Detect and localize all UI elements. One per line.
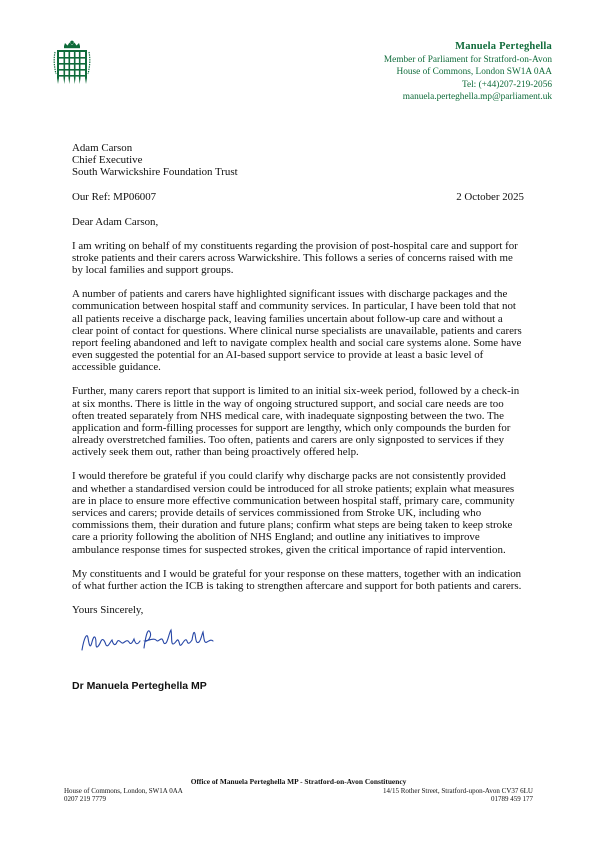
paragraph-intro: I am writing on behalf of my constituents regarding the provision of post-hospital care and support for stroke patients and their carers across Warwickshire. This follows a series of concerns raised with me by local families and support groups. bbox=[72, 239, 518, 277]
handwritten-signature bbox=[72, 616, 524, 676]
letterhead-email[interactable]: manuela.perteghella.mp@parliament.uk bbox=[402, 92, 552, 103]
paragraph-carer-support: Further, many carers report that support is limited to an initial six-week period, followed by a check-in at six months. There is little in the way of ongoing structured support, and social care needs are too often treated separately from NHS medical care, with inadequate signposting between the two. The application and form-filling processes for support are lengthy, which only compounds the burden for already overstretched families. Too often, patients and carers are only signposted to services if they actively seek them out, rather than being proactively offered help. bbox=[72, 385, 520, 459]
footer bbox=[64, 778, 533, 804]
recipient-name: Adam Carson bbox=[72, 142, 133, 154]
footer-row-address bbox=[64, 787, 533, 796]
recipient-address bbox=[72, 142, 524, 179]
salutation: Dear Adam Carson, bbox=[72, 215, 159, 228]
recipient-organisation: South Warwickshire Foundation Trust bbox=[72, 166, 238, 179]
reference-row bbox=[72, 191, 524, 203]
signer-name: Dr Manuela Perteghella MP bbox=[72, 680, 207, 693]
letterhead-telephone: Tel: (+44)207-219-2056 bbox=[461, 79, 552, 90]
paragraph-closing: My constituents and I would be grateful for your response on these matters, together with an indication of what further action the ICB is taking to strengthen aftercare and support for both patients and carers. bbox=[72, 567, 522, 592]
letterhead-address: House of Commons, London SW1A 0AA bbox=[396, 67, 552, 78]
footer-constituency-phone: 01789 459 177 bbox=[491, 795, 533, 804]
letter-date: 2 October 2025 bbox=[456, 191, 524, 204]
recipient-title: Chief Executive bbox=[72, 154, 143, 167]
letter-body bbox=[72, 142, 524, 692]
letterhead bbox=[384, 41, 552, 104]
letterhead-name: Manuela Perteghella bbox=[455, 41, 552, 52]
paragraph-requests: I would therefore be grateful if you could clarify why discharge packs are not consistently provided and whether a standardised version could be introduced for all stroke patients; explain what measures are in place to ensure more effective communication between hospital staff, primary care, community services and carers; provide details of services commissioned from Stroke UK, including who commissions them, their duration and future plans; confirm what steps are being taken to keep stroke care a priority following the abolition of NHS England; and outline any initiatives to improve ambulance response times for suspected strokes, given the critical importance of rapid intervention. bbox=[72, 470, 515, 556]
letterhead-constituency: Member of Parliament for Stratford-on-Avon bbox=[383, 54, 552, 65]
footer-constituency-address: 14/15 Rother Street, Stratford-upon-Avon CV37 6LU bbox=[383, 786, 533, 795]
footer-row-phone bbox=[64, 795, 533, 804]
footer-westminster-phone: 0207 219 7779 bbox=[64, 795, 106, 804]
reference-number: Our Ref: MP06007 bbox=[72, 191, 157, 204]
footer-office: Office of Manuela Perteghella MP - Stratford-on-Avon Constituency bbox=[190, 777, 407, 786]
portcullis-icon bbox=[52, 40, 92, 88]
paragraph-discharge-issues: A number of patients and carers have highlighted significant issues with discharge packages and the communication between hospital staff and community services. In particular, I have been told that not all patients receive a discharge pack, leaving families uncertain about follow-up care and without a clear point of contact for questions. Where clinical nurse specialists are unavailable, patients and carers report feeling abandoned and left to navigate complex health and social care systems alone. Some have even suggested the potential for an AI-based support service to provide at least a basic level of accessible guidance. bbox=[72, 288, 522, 374]
footer-westminster-address: House of Commons, London, SW1A 0AA bbox=[64, 786, 183, 795]
sign-off: Yours Sincerely, bbox=[72, 604, 144, 617]
